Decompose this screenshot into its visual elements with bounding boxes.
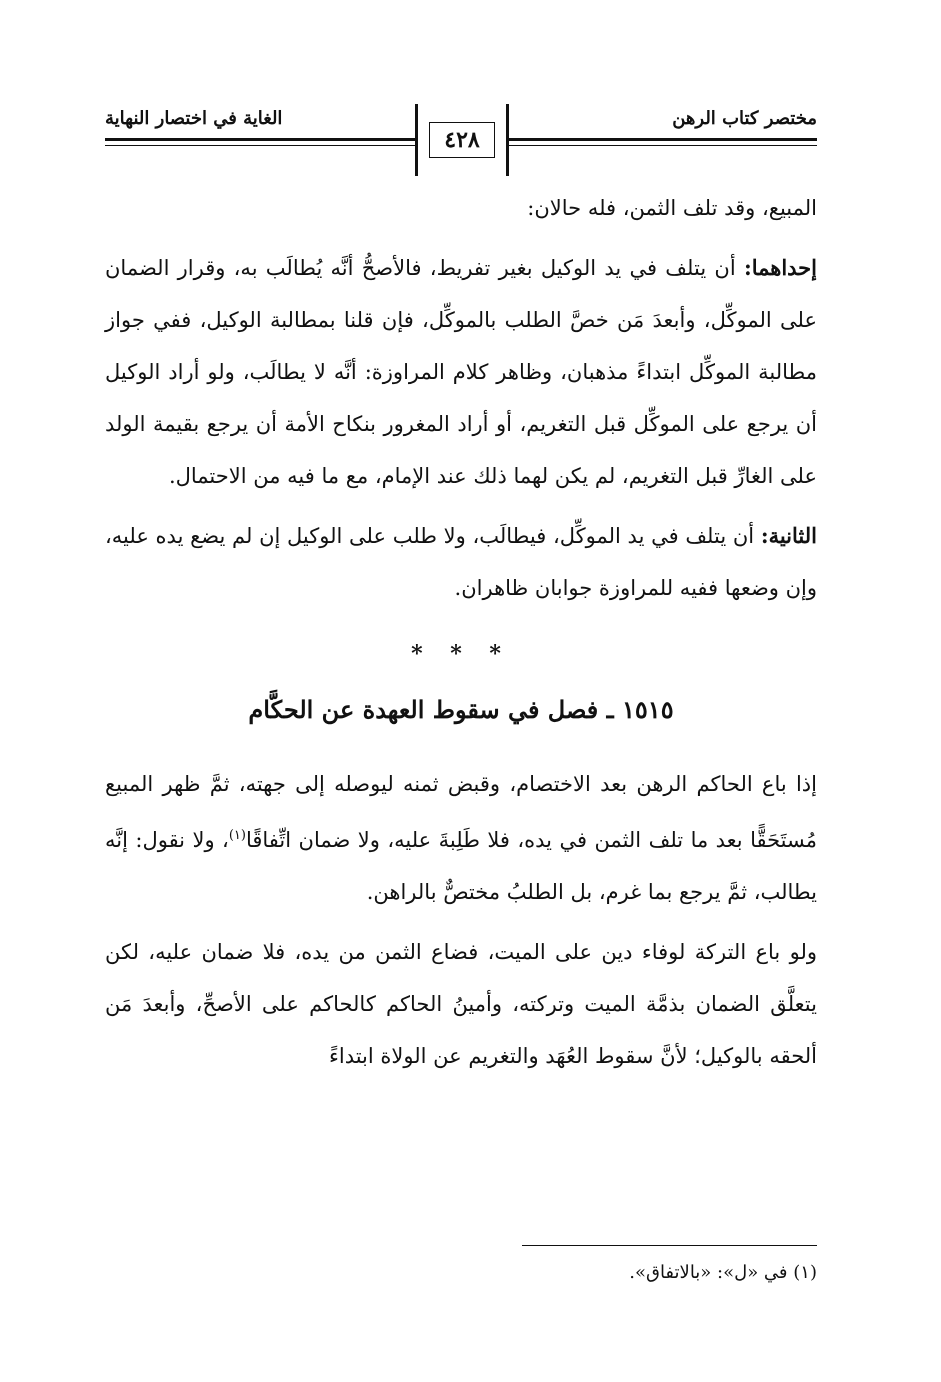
paragraph bbox=[105, 182, 817, 234]
paragraph-text: أن يتلف في يد الموكِّل، فيطالَب، ولا طلب على الوكيل إن لم يضع يده عليه، وإن وضعها ففيه للمراوزة جوابان ظاهران. bbox=[105, 524, 817, 600]
paragraph-lead: إحداهما: bbox=[743, 255, 817, 280]
page-number: ٤٢٨ bbox=[429, 122, 494, 158]
page-body bbox=[105, 182, 817, 1082]
footnote: (١) في «ل»: «بالاتفاق». bbox=[629, 1262, 817, 1283]
paragraph bbox=[105, 242, 817, 502]
chapter-title: مختصر كتاب الرهن bbox=[672, 108, 817, 129]
paragraph-text: ولو باع التركة لوفاء دين على الميت، فضاع الثمن من يده، فلا ضمان عليه، لكن يتعلَّق الضمان بذمَّة الميت وتركته، وأمينُ الحاكم كالحاكم على الأصحِّ، وأبعدَ مَن ألحقه بالوكيل؛ لأنَّ سقوط العُهَد والتغريم عن الولاة ابتداءً bbox=[105, 940, 817, 1068]
paragraph-text: ، ولا نقول: إنَّه يطالب، ثمَّ يرجع بما غرم، بل الطلبُ مختصٌّ بالراهن. bbox=[105, 828, 817, 904]
paragraph-text: إذا باع الحاكم الرهن بعد الاختصام، وقبض ثمنه ليوصله إلى جهته، ثمَّ ظهر المبيع مُستَحَقًّا بعد ما تلف الثمن في يده، فلا طَلِبةَ عليه، ولا ضمان اتِّفاقًا bbox=[105, 772, 817, 852]
section-separator: * * * bbox=[411, 641, 511, 667]
paragraph-text: المبيع، وقد تلف الثمن، فله حالان: bbox=[527, 196, 817, 220]
paragraph bbox=[105, 926, 817, 1082]
footnote-marker: (١) bbox=[228, 828, 246, 843]
running-header bbox=[105, 100, 817, 180]
paragraph-lead: الثانية: bbox=[760, 523, 817, 548]
paragraph-text: أن يتلف في يد الوكيل بغير تفريط، فالأصحُّ أنَّه يُطالَب به، وقرار الضمان على الموكِّل، وأبعدَ مَن خصَّ الطلب بالموكِّل، فإن قلنا بمطالبة الوكيل، ففي جواز مطالبة الموكِّل ابتداءً مذهبان، وظاهر كلام المراوزة: أنَّه لا يطالَب، ولو أراد الوكيل أن يرجع على الموكِّل قبل التغريم، أو أراد المغرور بنكاح الأمة أن يرجع بقيمة الولد على الغارِّ قبل التغريم، لم يكن لهما ذلك عند الإمام، مع ما فيه من الاحتمال. bbox=[105, 256, 817, 488]
paragraph bbox=[105, 758, 817, 918]
footnote-divider bbox=[522, 1245, 817, 1246]
section-heading: ١٥١٥ ـ فصل في سقوط العهدة عن الحكَّام bbox=[248, 695, 674, 724]
page-number-frame bbox=[415, 104, 509, 176]
book-title: الغاية في اختصار النهاية bbox=[105, 108, 283, 129]
paragraph bbox=[105, 510, 817, 614]
